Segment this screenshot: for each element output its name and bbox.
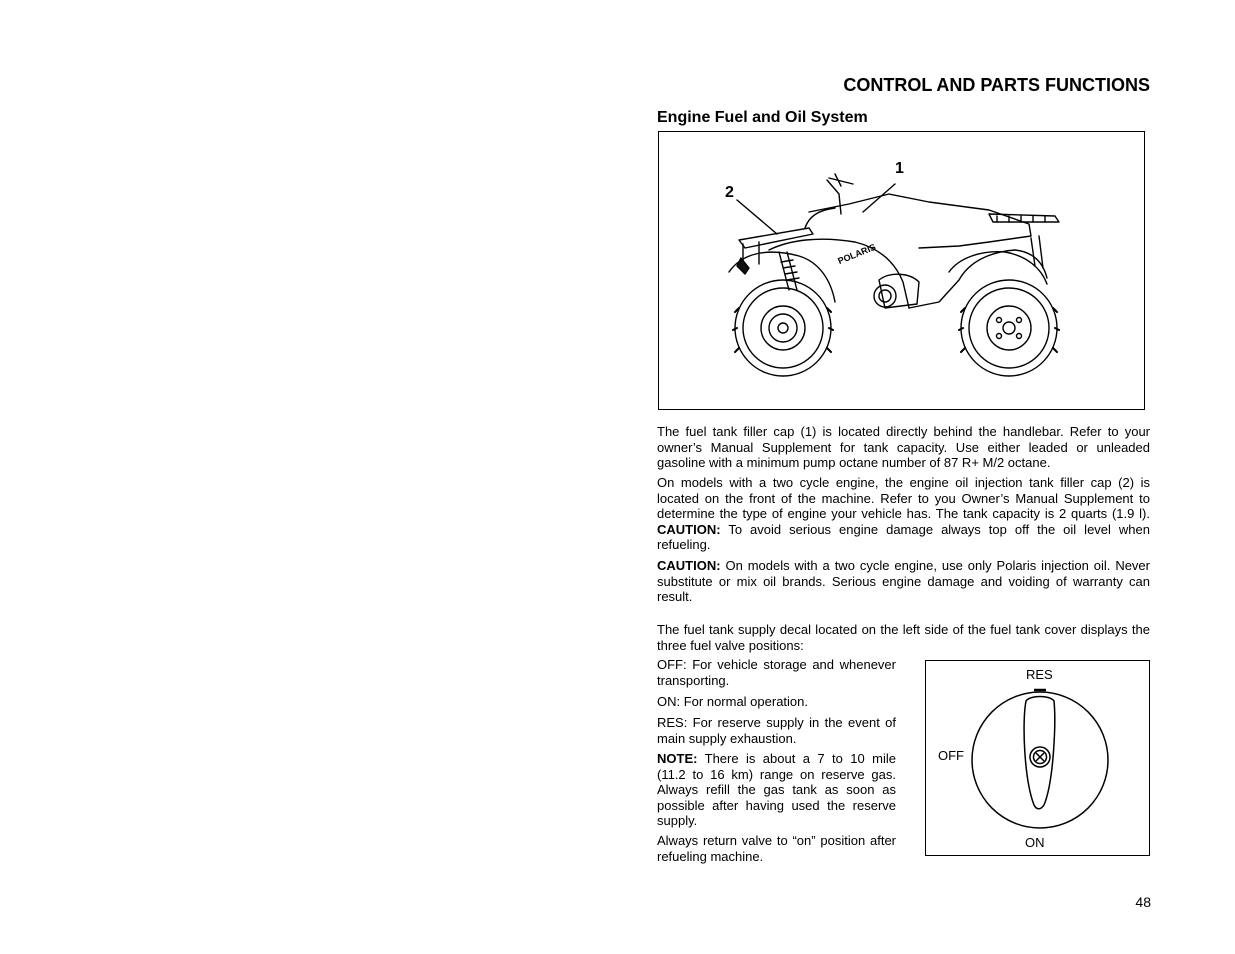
caution-text: To avoid serious engine damage always top off the oil level when refueling. [657, 521, 1150, 553]
valve-label-off: OFF [938, 748, 964, 763]
valve-on-description: ON: For normal operation. [657, 694, 809, 709]
valve-label-res: RES [1026, 667, 1053, 682]
caution-text: On models with a two cycle engine, use only Polaris injection oil. Never substitute or mix oil brands. Serious engine damage and voiding of warranty can result. [657, 558, 1150, 605]
section-title: CONTROL AND PARTS FUNCTIONS [843, 75, 1150, 95]
paragraph-decal: The fuel tank supply decal located on the left side of the fuel tank cover displays the three fuel valve positions: [657, 622, 1150, 653]
note-text: There is about a 7 to 10 mile (11.2 to 16 km) range on reserve gas. Always refill the gas tank as soon as possible after having used the reserve supply. [657, 751, 896, 829]
caution-label: CAUTION: [657, 521, 721, 537]
callout-1: 1 [895, 160, 904, 177]
fuel-valve-figure [925, 660, 1150, 856]
caution-label: CAUTION: [657, 558, 721, 573]
paragraph-fuel-cap: The fuel tank filler cap (1) is located directly behind the handlebar. Refer to your owner’s Manual Supplement for tank capacity. Use either leaded or unleaded gasoline with a minimum pump octane number of 87 R+ M/2 octane. [657, 424, 1150, 471]
callout-2: 2 [725, 184, 734, 201]
paragraph-oil-injection [657, 475, 1150, 553]
paragraph-caution-oil [657, 558, 1150, 605]
note-paragraph [657, 751, 896, 829]
valve-label-on: ON [1025, 835, 1045, 850]
page-number: 48 [1135, 894, 1151, 910]
subsection-title: Engine Fuel and Oil System [657, 109, 868, 126]
brand-decal: POLARIS [836, 241, 878, 267]
valve-res-description: RES: For reserve supply in the event of main supply exhaustion. [657, 715, 896, 746]
return-valve-note: Always return valve to “on” position after refueling machine. [657, 833, 896, 864]
paragraph-oil-injection-text: On models with a two cycle engine, the engine oil injection tank filler cap (2) is located on the front of the machine. Refer to you Owner’s Manual Supplement to determine the type of engine your vehicle has. The tank capacity is 2 quarts (1.9 l). [657, 475, 1150, 522]
valve-off-description: OFF: For vehicle storage and whenever transporting. [657, 657, 896, 688]
atv-figure [658, 131, 1145, 410]
note-label: NOTE: [657, 751, 698, 766]
